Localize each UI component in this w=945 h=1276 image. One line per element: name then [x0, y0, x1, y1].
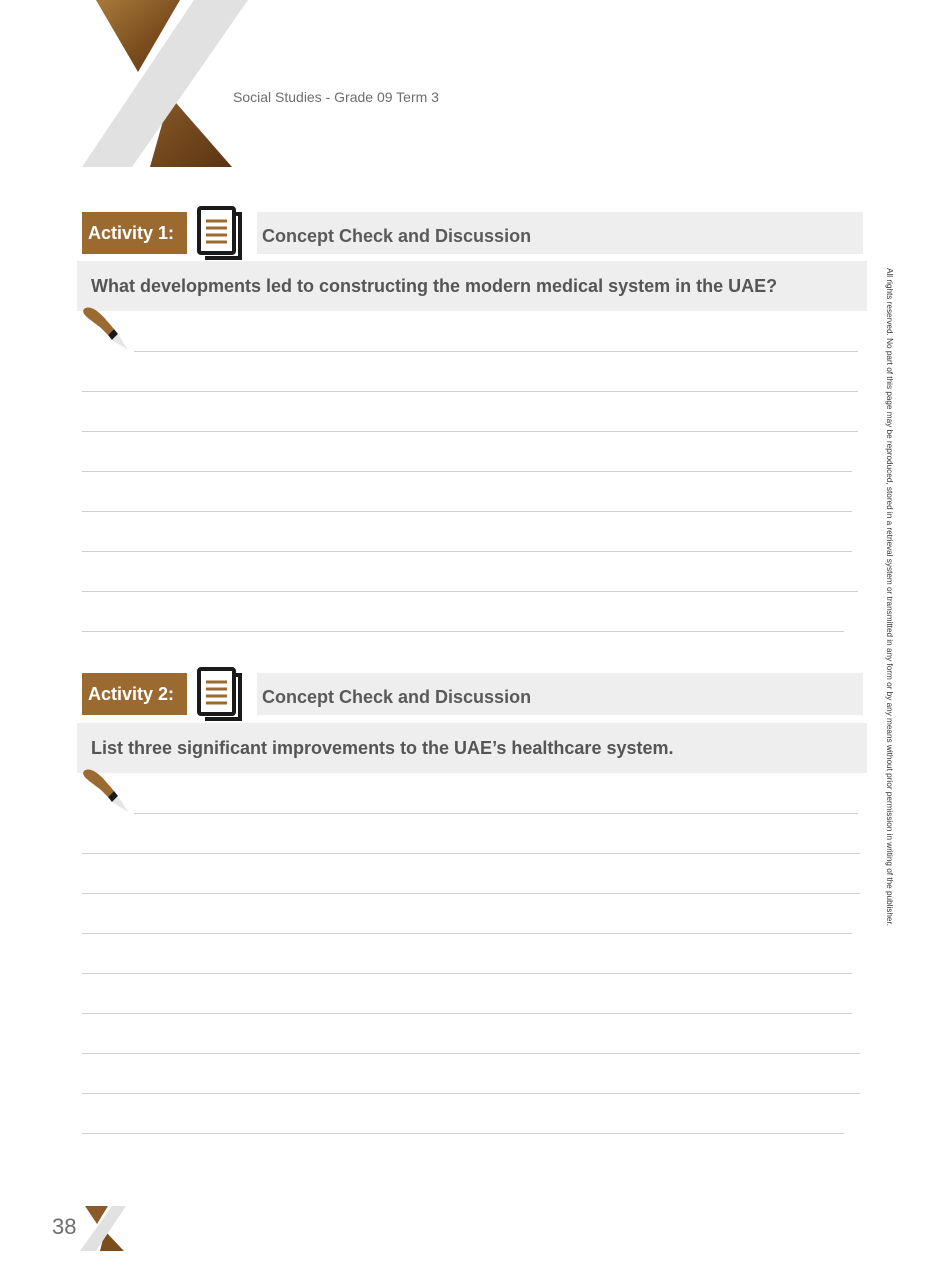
x-brand-logo [80, 1206, 126, 1251]
pen-icon [78, 304, 132, 352]
answer-line[interactable] [82, 933, 852, 934]
header-subject-line: Social Studies - Grade 09 Term 3 [233, 89, 439, 105]
answer-line[interactable] [82, 1013, 852, 1014]
answer-line[interactable] [82, 591, 858, 592]
document-stack-icon [196, 666, 248, 722]
answer-line[interactable] [82, 511, 852, 512]
activity-1-question: What developments led to constructing the modern medical system in the UAE? [77, 261, 867, 311]
answer-line[interactable] [82, 893, 860, 894]
answer-line[interactable] [82, 1093, 860, 1094]
activity-2-tag: Activity 2: [82, 673, 187, 715]
answer-line[interactable] [82, 431, 858, 432]
answer-line[interactable] [82, 973, 852, 974]
copyright-notice: All rights reserved. No part of this page may be reproduced, stored in a retrieval system or transmitted in any form or by any means without prior permission in writing of the publisher. [885, 268, 894, 927]
page-number: 38 [52, 1214, 77, 1239]
activity-1-title: Concept Check and Discussion [257, 212, 863, 254]
activity-2-title: Concept Check and Discussion [257, 673, 863, 715]
answer-line[interactable] [134, 813, 858, 814]
activity-2-question: List three significant improvements to the UAE’s healthcare system. [77, 723, 867, 773]
answer-line[interactable] [134, 351, 858, 352]
answer-line[interactable] [82, 853, 860, 854]
answer-line[interactable] [82, 631, 844, 632]
x-brand-logo [82, 0, 248, 167]
answer-line[interactable] [82, 391, 858, 392]
activity-1-tag: Activity 1: [82, 212, 187, 254]
pen-icon [78, 766, 132, 814]
document-stack-icon [196, 205, 248, 261]
answer-line[interactable] [82, 551, 852, 552]
answer-line[interactable] [82, 471, 852, 472]
answer-line[interactable] [82, 1053, 860, 1054]
answer-line[interactable] [82, 1133, 844, 1134]
